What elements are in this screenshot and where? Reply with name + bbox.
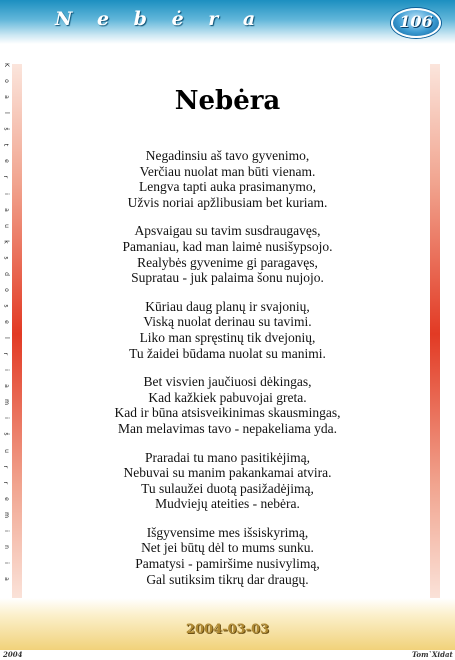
side-label-letter: m: [2, 511, 10, 518]
poem-line: Lengva tapti auka prasimanymo,: [139, 179, 316, 195]
footer-year: 2004: [3, 650, 23, 659]
poem-line: Mudviejų ateities - nebėra.: [155, 496, 300, 512]
poem-title: Nebėra: [174, 86, 281, 116]
side-label-letter: š: [2, 127, 10, 131]
poem-line: Užvis noriai apžlibusiam bet kuriam.: [127, 194, 328, 210]
poem-line: Negadinsiu aš tavo gyvenimo,: [145, 148, 310, 163]
side-label-letter: a: [2, 384, 10, 389]
poem-date: 2004-03-03: [185, 622, 270, 637]
side-label-letter: i: [2, 417, 10, 420]
page-number: 106: [399, 12, 433, 31]
side-label-letter: o: [2, 79, 10, 83]
side-label-letter: d: [2, 271, 10, 276]
side-label-letter: K: [2, 63, 10, 67]
poem-line: Pamatysi - pamiršime nusivylimą,: [135, 556, 320, 572]
poem-line: Verčiau nuolat man būti vienam.: [139, 163, 316, 179]
stanza: [0, 299, 455, 361]
poem-line: Kad ir būna atsisveikinimas skausmingas,: [114, 405, 341, 421]
poem-line: Išgyvensime mes išsiskyrimą,: [146, 524, 309, 540]
poem-line: Gal sutiksim tikrų dar draugų.: [146, 571, 309, 587]
side-label-letter: l: [2, 112, 10, 115]
poem-line: Net jei būtų dėl to mums sunku.: [141, 540, 314, 556]
side-label-letter: r: [2, 352, 10, 356]
poem-line: Man melavimas tavo - nepakeliama yda.: [118, 420, 337, 436]
side-label-letter: t: [2, 144, 10, 147]
stanza: [0, 525, 455, 587]
side-label-letter: u: [2, 448, 10, 453]
poem-line: Viską nuolat derinau su tavimi.: [143, 314, 312, 330]
side-label-letter: s: [2, 304, 10, 308]
page-number-badge: [391, 8, 441, 38]
side-label-letter: o: [2, 288, 10, 292]
stanza: [0, 223, 455, 285]
side-label-letter: a: [2, 95, 10, 99]
side-label-letter: n: [2, 544, 10, 549]
side-label-letter: u: [2, 223, 10, 228]
stanza: [0, 374, 455, 436]
footer-author: Tom`Xidat: [412, 650, 453, 659]
poem-line: Liko man spręstinų tik dvejonių,: [139, 329, 316, 345]
poem-line: Kūriau daug planų ir svajonių,: [145, 298, 310, 314]
poem-line: Tu sulaužei duotą pasižadėjimą,: [141, 480, 314, 496]
side-label-letter: a: [2, 577, 10, 581]
poem-line: Pamaniau, kad man laimė nusišypsojo.: [122, 238, 333, 254]
poem-line: Realybės gyvenime gi paragavęs,: [137, 254, 318, 270]
side-label-letter: i: [2, 192, 10, 195]
poem-line: Bet visvien jaučiuosi dėkingas,: [143, 374, 312, 390]
side-label-letter: s: [2, 256, 10, 260]
stanza: [0, 450, 455, 512]
side-label-letter: l: [2, 337, 10, 339]
side-label-letter: k: [2, 239, 10, 244]
side-label-letter: e: [2, 320, 10, 324]
poem-line: Praradai tu mano pasitikėjimą,: [145, 449, 310, 465]
side-label-letter: i: [2, 562, 10, 564]
side-label-letter: e: [2, 496, 10, 501]
side-label-letter: š: [2, 432, 10, 437]
side-label-letter: i: [2, 369, 10, 372]
poem-line: Tu žaidei būdama nuolat su manimi.: [129, 345, 326, 361]
poem-line: Apsvaigau su tavim susdraugavęs,: [134, 223, 321, 239]
poem-body: [0, 148, 455, 600]
stanza: [0, 148, 455, 210]
side-label-letter: a: [2, 207, 10, 212]
side-label-letter: e: [2, 159, 10, 164]
side-label-letter: i: [2, 529, 10, 532]
side-label-letter: m: [2, 399, 10, 406]
header-title: N e b ė r a: [55, 8, 265, 30]
side-label-letter: r: [2, 465, 10, 468]
poem-line: Nebuvai su manim pakankamai atvira.: [123, 465, 332, 481]
poem-line: Supratau - juk palaima šonu nujojo.: [131, 270, 324, 286]
side-label-letter: r: [2, 481, 10, 484]
side-label-letter: r: [2, 176, 10, 179]
poem-line: Kad kažkiek pabuvojai greta.: [148, 389, 307, 405]
